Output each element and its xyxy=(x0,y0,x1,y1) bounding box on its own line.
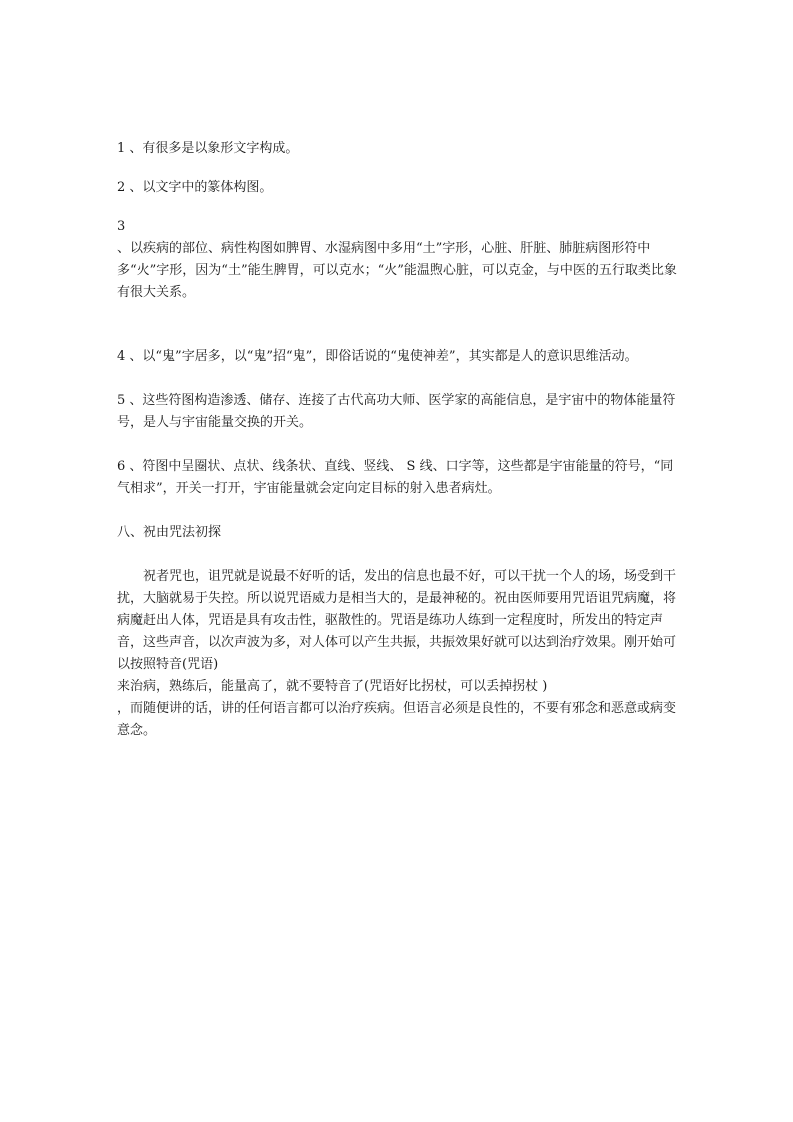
list-item-1: 1 、有很多是以象形文字构成。 xyxy=(117,141,299,156)
document-page xyxy=(117,138,677,742)
list-item-3-number: 3 xyxy=(117,219,126,234)
list-item-5: 5 、这些符图构造渗透、储存、连接了古代高功大师、医学家的高能信息，是宇宙中的物体能量符号，是人与宇宙能量交换的开关。 xyxy=(117,393,676,430)
list-item-2: 2 、以文字中的篆体构图。 xyxy=(117,180,273,195)
section-heading: 八、祝由咒法初探 xyxy=(117,525,222,540)
body-line-2: 来治病，熟练后，能量高了，就不要特音了(咒语好比拐杖，可以丢掉拐杖 ) xyxy=(117,679,548,694)
body-line-3: ，而随便讲的话，讲的任何语言都可以治疗疾病。但语言必须是良性的，不要有邪念和恶意或病变意念。 xyxy=(117,701,677,738)
body-paragraph: 祝者咒也，诅咒就是说最不好听的话，发出的信息也最不好，可以干扰一个人的场，场受到干扰，大脑就易于失控。所以说咒语威力是相当大的，是最神秘的。祝由医师要用咒语诅咒病魔，将病魔赶出人体，咒语是具有攻击性，驱散性的。咒语是练功人练到一定程度时，所发出的特定声音，这些声音，以次声波为多，对人体可以产生共振，共振效果好就可以达到治疗效果。刚开始可以按照特音(咒语) xyxy=(117,569,677,672)
list-item-6: 6 、符图中呈圈状、点状、线条状、直线、竖线、 S 线、口字等，这些都是宇宙能量的符号，“同气相求”，开关一打开，宇宙能量就会定向定目标的射入患者病灶。 xyxy=(117,459,674,496)
list-item-4: 4 、以“鬼”字居多，以“鬼”招“鬼”，即俗话说的“鬼使神差”，其实都是人的意识思维活动。 xyxy=(117,349,638,364)
list-item-3-text: 、以疾病的部位、病性构图如脾胃、水湿病图中多用“土”字形，心脏、肝脏、肺脏病图形符中多“火”字形，因为“土”能生脾胃，可以克水；“火”能温煦心脏，可以克金，与中医的五行取类比象有很大关系。 xyxy=(117,241,677,300)
